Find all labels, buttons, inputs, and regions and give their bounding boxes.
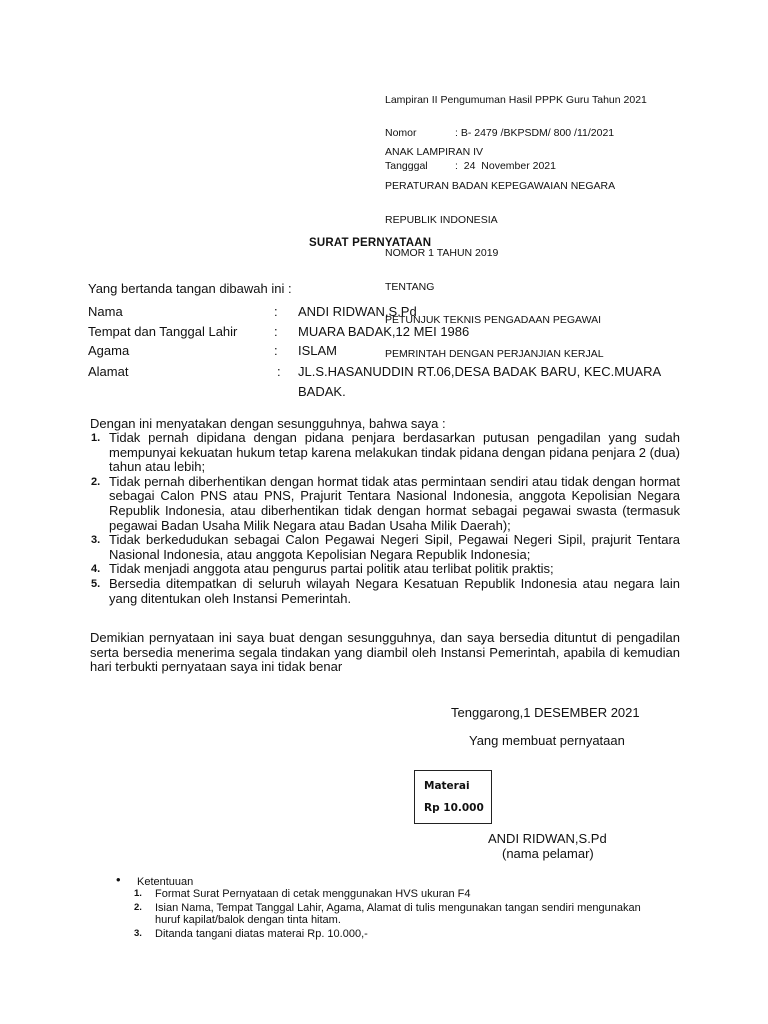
- annex-line: PETUNJUK TEKNIS PENGADAAN PEGAWAI: [385, 314, 602, 327]
- identity-value: JL.S.HASANUDDIN RT.06,DESA BADAK BARU, KEC.MUARA: [298, 364, 662, 379]
- identity-colon: :: [277, 364, 281, 379]
- list-item-number: 5.: [91, 577, 101, 590]
- statement-intro: Dengan ini menyatakan dengan sesungguhnya, bahwa saya :: [90, 416, 446, 431]
- header-nomor-value: : B- 2479 /BKPSDM/ 800 /11/2021: [455, 127, 615, 139]
- list-item-text: Format Surat Pernyataan di cetak menggunakan HVS ukuran F4: [155, 888, 471, 900]
- signature-maker: Yang membuat pernyataan: [469, 733, 625, 748]
- list-item-text: Bersedia ditempatkan di seluruh wilayah Negara Kesatuan Republik Indonesia atau negara lain yang ditentukan oleh Instansi Pemerintah.: [109, 575, 680, 606]
- identity-label: Nama: [88, 304, 123, 319]
- list-item-text: Ditanda tangani diatas materai Rp. 10.000,-: [155, 928, 368, 940]
- list-item-text: Tidak pernah dipidana dengan pidana penjara berdasarkan putusan pengadilan yang sudah mempunyai kekuatan hukum tetap karena melakukan tindak pidana dengan pidana penjara 2 (dua) tahun atau lebih;: [109, 430, 680, 475]
- identity-value: MUARA BADAK,12 MEI 1986: [298, 324, 470, 339]
- place-date: Tenggarong,1 DESEMBER 2021: [451, 705, 640, 720]
- materai-label: Materai: [424, 780, 470, 792]
- annex-line: TENTANG: [385, 280, 435, 293]
- annex-line: REPUBLIK INDONESIA: [385, 213, 498, 226]
- list-item-text: Tidak berkedudukan sebagai Calon Pegawai Negeri Sipil, Pegawai Negeri Sipil, prajurit Tentara Nasional Indonesia, atau anggota Kepolisian Negara Republik Indonesia;: [109, 532, 680, 562]
- intro-text: Yang bertanda tangan dibawah ini :: [88, 281, 292, 296]
- list-item-number: 3.: [91, 534, 101, 547]
- identity-label: Tempat dan Tanggal Lahir: [88, 324, 238, 339]
- identity-colon: :: [274, 304, 278, 319]
- list-item-number: 2.: [91, 475, 101, 488]
- list-item: [134, 928, 654, 940]
- list-item: [134, 902, 654, 926]
- list-item: [134, 888, 654, 900]
- identity-colon: :: [274, 343, 278, 358]
- ketentuan-bullet: •: [116, 872, 121, 887]
- closing-paragraph: Demikian pernyataan ini saya buat dengan sesungguhnya, dan saya bersedia dituntut di pengadilan serta bersedia menerima segala tindakan yang diambil oleh Instansi Pemerintah, apabila di kemudian hari terbukti pernyataan saya ini tidak benar: [90, 630, 680, 675]
- list-item: [88, 562, 680, 577]
- header-nomor-label: Nomor: [385, 127, 417, 139]
- statement-list: [88, 431, 680, 606]
- annex-line: ANAK LAMPIRAN IV: [385, 146, 484, 159]
- signer-role: (nama pelamar): [502, 846, 594, 861]
- list-item: [88, 577, 680, 606]
- identity-label: Agama: [88, 343, 130, 358]
- identity-value: ANDI RIDWAN,S.Pd: [298, 304, 417, 319]
- list-item-text: Tidak menjadi anggota atau pengurus partai politik atau terlibat politik praktis;: [109, 561, 554, 577]
- ketentuan-list: [134, 888, 654, 942]
- list-item-text: Isian Nama, Tempat Tanggal Lahir, Agama, Alamat di tulis mengunakan tangan sendiri mengunakan huruf kapilat/balok dengan tinta hitam.: [155, 902, 641, 926]
- signer-name: ANDI RIDWAN,S.Pd: [488, 831, 607, 846]
- identity-label: Alamat: [88, 364, 129, 379]
- list-item: [88, 533, 680, 562]
- identity-colon: :: [274, 324, 278, 339]
- header-line: Lampiran II Pengumuman Hasil PPPK Guru Tahun 2021: [385, 94, 647, 106]
- materai-value: Rp 10.000: [424, 802, 484, 814]
- annex-line: PERATURAN BADAN KEPEGAWAIAN NEGARA: [385, 180, 616, 193]
- header-tanggal-label: Tangggal: [385, 160, 428, 172]
- list-item: [88, 475, 680, 533]
- list-item-number: 1.: [134, 888, 142, 899]
- annex-line: PEMRINTAH DENGAN PERJANJIAN KERJAL: [385, 348, 604, 361]
- list-item: [88, 431, 680, 475]
- list-item-number: 1.: [91, 432, 101, 444]
- list-item-number: 2.: [134, 902, 142, 913]
- identity-value: ISLAM: [298, 343, 338, 358]
- annex-line: NOMOR 1 TAHUN 2019: [385, 247, 499, 260]
- materai-stamp-box: [414, 770, 492, 824]
- list-item-number: 3.: [134, 928, 142, 939]
- list-item-text: Tidak pernah diberhentikan dengan hormat tidak atas permintaan sendiri atau tidak dengan hormat sebagai Calon PNS atau PNS, Prajurit Tentara Nasional Indonesia, anggota Kepolisian Negara Republik Indonesia, atau diberhentikan tidak dengan hormat sebagai pegawai swasta (termasuk pegawai Badan Usaha Milik Negara atau Badan Usaha Milik Daerah);: [109, 473, 680, 533]
- list-item-number: 4.: [91, 563, 101, 576]
- ketentuan-title: Ketentuuan: [137, 876, 194, 888]
- header-tanggal-value: : 24 November 2021: [455, 160, 556, 172]
- document-title: SURAT PERNYATAAN: [309, 237, 432, 249]
- identity-value-continued: BADAK.: [298, 384, 346, 399]
